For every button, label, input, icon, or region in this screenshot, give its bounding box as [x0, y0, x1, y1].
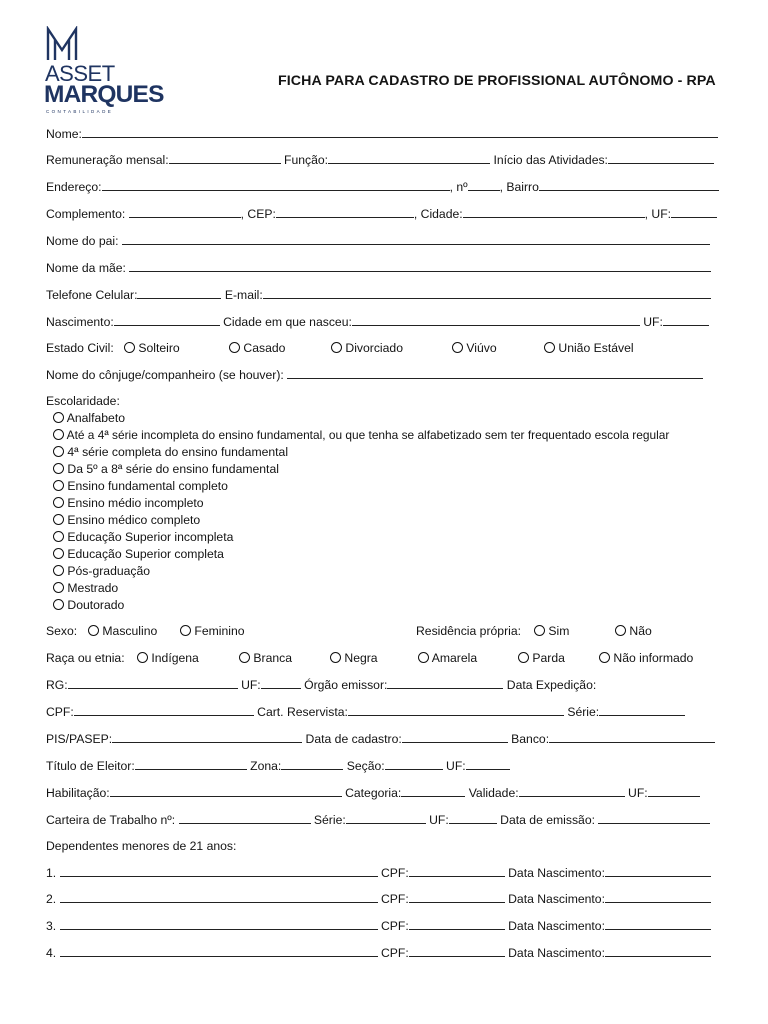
data-nasc-dep-label: Data Nascimento: — [508, 866, 605, 880]
data-nasc-dep-label: Data Nascimento: — [508, 946, 605, 960]
nome-label: Nome: — [46, 127, 82, 141]
data-nasc-dep-field[interactable] — [605, 892, 711, 903]
escolaridade-option[interactable] — [53, 546, 224, 562]
estado-civil-option[interactable] — [124, 340, 180, 356]
option-label: Mestrado — [67, 581, 119, 595]
remuneracao-row — [46, 152, 714, 168]
option-label: Masculino — [102, 624, 158, 638]
cidade-nasceu-field[interactable] — [352, 315, 640, 326]
cpf-dep-label: CPF: — [380, 892, 409, 906]
dependente-nome-field[interactable] — [60, 919, 378, 930]
radio-icon[interactable] — [53, 514, 64, 525]
uf-label: , UF: — [644, 207, 672, 221]
nascimento-field[interactable] — [114, 315, 220, 326]
mae-field[interactable] — [129, 261, 711, 272]
option-label: Feminino — [194, 624, 245, 638]
dependente-nome-field[interactable] — [60, 946, 378, 957]
escolaridade-option[interactable] — [53, 597, 124, 613]
radio-icon[interactable] — [53, 412, 64, 423]
logo-contabilidade: CONTABILIDADE — [46, 109, 114, 114]
option-label: Solteiro — [138, 341, 180, 355]
complemento-row — [46, 206, 717, 222]
radio-icon[interactable] — [53, 548, 64, 559]
titulo-field[interactable] — [135, 759, 247, 770]
radio-icon[interactable] — [615, 625, 626, 636]
data-nasc-dep-field[interactable] — [605, 866, 711, 877]
habilitacao-row — [46, 785, 700, 801]
data-cadastro-label: Data de cadastro: — [305, 732, 402, 746]
conjuge-label: Nome do cônjuge/companheiro (se houver): — [46, 368, 284, 382]
option-label: Indígena — [151, 651, 199, 665]
habilitacao-field[interactable] — [110, 786, 342, 797]
pis-row — [46, 731, 715, 747]
orgao-label: Órgão emissor: — [304, 678, 388, 692]
radio-icon[interactable] — [53, 582, 64, 593]
logo-marques: MARQUES — [44, 81, 164, 108]
rg-row — [46, 677, 596, 693]
estado-civil-option[interactable] — [544, 340, 634, 356]
radio-icon[interactable] — [534, 625, 545, 636]
estado-civil-option[interactable] — [452, 340, 497, 356]
residencia-label: Residência própria: — [416, 624, 522, 638]
uf-rg-label: UF: — [241, 678, 261, 692]
radio-icon[interactable] — [53, 497, 64, 508]
pai-label: Nome do pai: — [46, 234, 119, 248]
option-label: Doutorado — [67, 598, 125, 612]
pis-field[interactable] — [112, 732, 302, 743]
banco-field[interactable] — [549, 732, 715, 743]
funcao-label: Função: — [284, 153, 329, 167]
uf-ct-label: UF: — [429, 813, 449, 827]
cpf-dep-field[interactable] — [409, 919, 505, 930]
endereco-row — [46, 179, 719, 195]
titulo-row — [46, 758, 510, 774]
pis-label: PIS/PASEP: — [46, 732, 113, 746]
dependente-row — [46, 918, 711, 934]
uf-field[interactable] — [671, 207, 717, 218]
radio-icon[interactable] — [229, 342, 240, 353]
dependente-row — [46, 891, 711, 907]
cpf-dep-field[interactable] — [409, 892, 505, 903]
carteira-row — [46, 812, 710, 828]
raca-label: Raça ou etnia: — [46, 651, 125, 665]
nome-row — [46, 126, 718, 142]
sexo-option[interactable] — [88, 623, 157, 639]
sexo-option[interactable] — [180, 623, 245, 639]
nascimento-row — [46, 314, 709, 330]
carteira-field[interactable] — [179, 813, 311, 824]
radio-icon[interactable] — [53, 531, 64, 542]
radio-icon[interactable] — [53, 429, 64, 440]
escolaridade-option[interactable] — [53, 529, 233, 545]
orgao-field[interactable] — [387, 678, 503, 689]
option-label: Da 5º a 8ª série do ensino fundamental — [67, 462, 279, 476]
radio-icon[interactable] — [53, 463, 64, 474]
radio-icon[interactable] — [53, 599, 64, 610]
zona-field[interactable] — [281, 759, 343, 770]
uf-nasc-label: UF: — [643, 315, 663, 329]
escolaridade-option[interactable] — [53, 461, 279, 477]
radio-icon[interactable] — [331, 342, 342, 353]
radio-icon[interactable] — [137, 652, 148, 663]
escolaridade-option[interactable] — [53, 512, 200, 528]
cep-label: , CEP: — [240, 207, 276, 221]
titulo-label: Título de Eleitor: — [46, 759, 135, 773]
expedicao-label: Data Expedição: — [506, 678, 597, 692]
funcao-field[interactable] — [328, 153, 490, 164]
option-label: Parda — [532, 651, 565, 665]
uf-ct-field[interactable] — [449, 813, 497, 824]
uf-rg-field[interactable] — [261, 678, 301, 689]
bairro-label: , Bairro — [499, 180, 539, 194]
option-label: Não informado — [613, 651, 694, 665]
serie-label: Série: — [567, 705, 600, 719]
radio-icon[interactable] — [88, 625, 99, 636]
dependente-number: 4. — [46, 946, 57, 960]
complemento-label: Complemento: — [46, 207, 126, 221]
data-cadastro-field[interactable] — [402, 732, 508, 743]
uf-nasc-field[interactable] — [663, 315, 709, 326]
data-nasc-dep-label: Data Nascimento: — [508, 919, 605, 933]
logo-mark-icon — [45, 26, 79, 62]
data-nasc-dep-field[interactable] — [605, 946, 711, 957]
radio-icon[interactable] — [53, 480, 64, 491]
radio-icon[interactable] — [544, 342, 555, 353]
cpf-field[interactable] — [74, 705, 254, 716]
data-nasc-dep-field[interactable] — [605, 919, 711, 930]
cpf-dep-label: CPF: — [380, 919, 409, 933]
numero-label: , nº — [449, 180, 468, 194]
escolaridade-option[interactable] — [53, 563, 150, 579]
dependente-nome-field[interactable] — [60, 866, 378, 877]
radio-icon[interactable] — [53, 446, 64, 457]
radio-icon[interactable] — [239, 652, 250, 663]
page-title: FICHA PARA CADASTRO DE PROFISSIONAL AUTÔNOMO - RPA — [278, 73, 716, 89]
cidade-field[interactable] — [463, 207, 645, 218]
radio-icon[interactable] — [330, 652, 341, 663]
cpf-dep-field[interactable] — [409, 866, 505, 877]
data-nasc-dep-label: Data Nascimento: — [508, 892, 605, 906]
uf-hab-label: UF: — [628, 786, 648, 800]
radio-icon[interactable] — [180, 625, 191, 636]
radio-icon[interactable] — [124, 342, 135, 353]
escolaridade-option[interactable] — [53, 427, 669, 443]
radio-icon[interactable] — [452, 342, 463, 353]
raca-option[interactable] — [137, 650, 199, 666]
endereco-field[interactable] — [102, 180, 450, 191]
option-label: Educação Superior incompleta — [67, 530, 234, 544]
categoria-field[interactable] — [401, 786, 465, 797]
option-label: Ensino médio incompleto — [67, 496, 204, 510]
validade-field[interactable] — [519, 786, 625, 797]
endereco-label: Endereço: — [46, 180, 102, 194]
uf-titulo-field[interactable] — [466, 759, 510, 770]
bairro-field[interactable] — [539, 180, 719, 191]
dependente-number: 1. — [46, 866, 57, 880]
dependente-number: 3. — [46, 919, 57, 933]
reservista-label: Cart. Reservista: — [257, 705, 348, 719]
validade-label: Validade: — [468, 786, 519, 800]
option-label: Pós-graduação — [67, 564, 151, 578]
dependente-number: 2. — [46, 892, 57, 906]
inicio-label: Início das Atividades: — [493, 153, 608, 167]
estado-civil-option[interactable] — [229, 340, 285, 356]
radio-icon[interactable] — [418, 652, 429, 663]
cpf-row — [46, 704, 685, 720]
option-label: Negra — [344, 651, 378, 665]
residencia-option[interactable] — [615, 623, 652, 639]
cidade-label: , Cidade: — [413, 207, 463, 221]
rg-field[interactable] — [68, 678, 238, 689]
pai-field[interactable] — [122, 234, 710, 245]
cpf-dep-label: CPF: — [380, 946, 409, 960]
telefone-label: Telefone Celular: — [46, 288, 138, 302]
email-field[interactable] — [263, 288, 711, 299]
zona-label: Zona: — [250, 759, 282, 773]
mae-label: Nome da mãe: — [46, 261, 126, 275]
nome-field[interactable] — [82, 127, 718, 138]
cidade-nasceu-label: Cidade em que nasceu: — [223, 315, 352, 329]
carteira-label: Carteira de Trabalho nº: — [46, 813, 176, 827]
reservista-field[interactable] — [348, 705, 564, 716]
cep-field[interactable] — [276, 207, 414, 218]
option-label: Viúvo — [466, 341, 497, 355]
data-emissao-label: Data de emissão: — [500, 813, 595, 827]
email-label: E-mail: — [224, 288, 263, 302]
dependente-row — [46, 945, 711, 961]
raca-option[interactable] — [518, 650, 565, 666]
conjuge-row — [46, 367, 703, 383]
categoria-label: Categoria: — [345, 786, 402, 800]
remuneracao-field[interactable] — [169, 153, 281, 164]
company-logo — [44, 26, 164, 118]
option-label: Casado — [243, 341, 286, 355]
mae-row — [46, 260, 711, 276]
complemento-field[interactable] — [129, 207, 241, 218]
option-label: Sim — [548, 624, 570, 638]
option-label: Analfabeto — [66, 411, 125, 425]
cpf-label: CPF: — [46, 705, 74, 719]
logo-asset: ASSET — [45, 61, 115, 86]
option-label: Até a 4ª série incompleta do ensino fundamental, ou que tenha se alfabetizado sem ter frequentado escola regular — [66, 428, 670, 442]
telefone-field[interactable] — [137, 288, 221, 299]
option-label: Divorciado — [345, 341, 403, 355]
secao-field[interactable] — [385, 759, 443, 770]
raca-option[interactable] — [418, 650, 477, 666]
uf-hab-field[interactable] — [648, 786, 700, 797]
secao-label: Seção: — [346, 759, 385, 773]
serie-ct-label: Série: — [313, 813, 346, 827]
serie-field[interactable] — [599, 705, 685, 716]
cpf-dep-field[interactable] — [409, 946, 505, 957]
option-label: União Estável — [558, 341, 634, 355]
remuneracao-label: Remuneração mensal: — [46, 153, 169, 167]
numero-field[interactable] — [468, 180, 500, 191]
data-emissao-field[interactable] — [598, 813, 710, 824]
option-label: 4ª série completa do ensino fundamental — [67, 445, 289, 459]
escolaridade-option[interactable] — [53, 478, 228, 494]
escolaridade-option[interactable] — [53, 580, 118, 596]
banco-label: Banco: — [511, 732, 550, 746]
telefone-row — [46, 287, 711, 303]
cpf-dep-label: CPF: — [380, 866, 409, 880]
escolaridade-label: Escolaridade: — [46, 394, 120, 408]
option-label: Amarela — [431, 651, 478, 665]
serie-ct-field[interactable] — [346, 813, 426, 824]
escolaridade-option[interactable] — [53, 410, 125, 426]
uf-titulo-label: UF: — [446, 759, 466, 773]
radio-icon[interactable] — [599, 652, 610, 663]
raca-option[interactable] — [599, 650, 693, 666]
dependente-nome-field[interactable] — [60, 892, 378, 903]
pai-row — [46, 233, 710, 249]
dependente-row — [46, 865, 711, 881]
residencia-option[interactable] — [534, 623, 569, 639]
escolaridade-option[interactable] — [53, 444, 288, 460]
conjuge-field[interactable] — [287, 368, 703, 379]
option-label: Não — [629, 624, 652, 638]
option-label: Ensino médico completo — [67, 513, 201, 527]
escolaridade-option[interactable] — [53, 495, 204, 511]
habilitacao-label: Habilitação: — [46, 786, 110, 800]
nascimento-label: Nascimento: — [46, 315, 114, 329]
inicio-field[interactable] — [608, 153, 714, 164]
option-label: Ensino fundamental completo — [67, 479, 228, 493]
sexo-label: Sexo: — [46, 624, 78, 638]
dependentes-label: Dependentes menores de 21 anos: — [46, 839, 237, 853]
rg-label: RG: — [46, 678, 68, 692]
option-label: Educação Superior completa — [67, 547, 224, 561]
radio-icon[interactable] — [518, 652, 529, 663]
raca-option[interactable] — [330, 650, 378, 666]
raca-option[interactable] — [239, 650, 292, 666]
option-label: Branca — [253, 651, 293, 665]
estado-civil-label: Estado Civil: — [46, 341, 114, 355]
estado-civil-option[interactable] — [331, 340, 403, 356]
radio-icon[interactable] — [53, 565, 64, 576]
